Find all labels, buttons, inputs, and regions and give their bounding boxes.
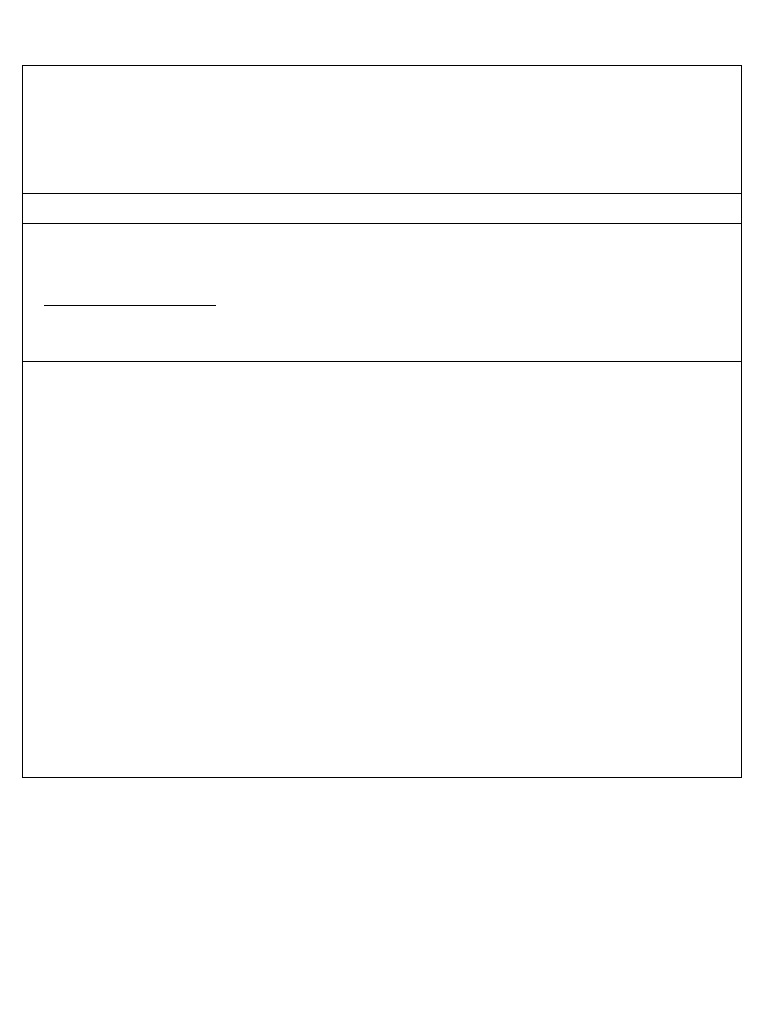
- form-border: [22, 65, 742, 778]
- hr-notice-paragraph: [44, 295, 738, 311]
- last-working-date-blank[interactable]: [44, 295, 216, 306]
- hr-notice-line-2: [44, 295, 738, 311]
- spacer-row: [22, 193, 742, 224]
- hr-section: [22, 223, 742, 362]
